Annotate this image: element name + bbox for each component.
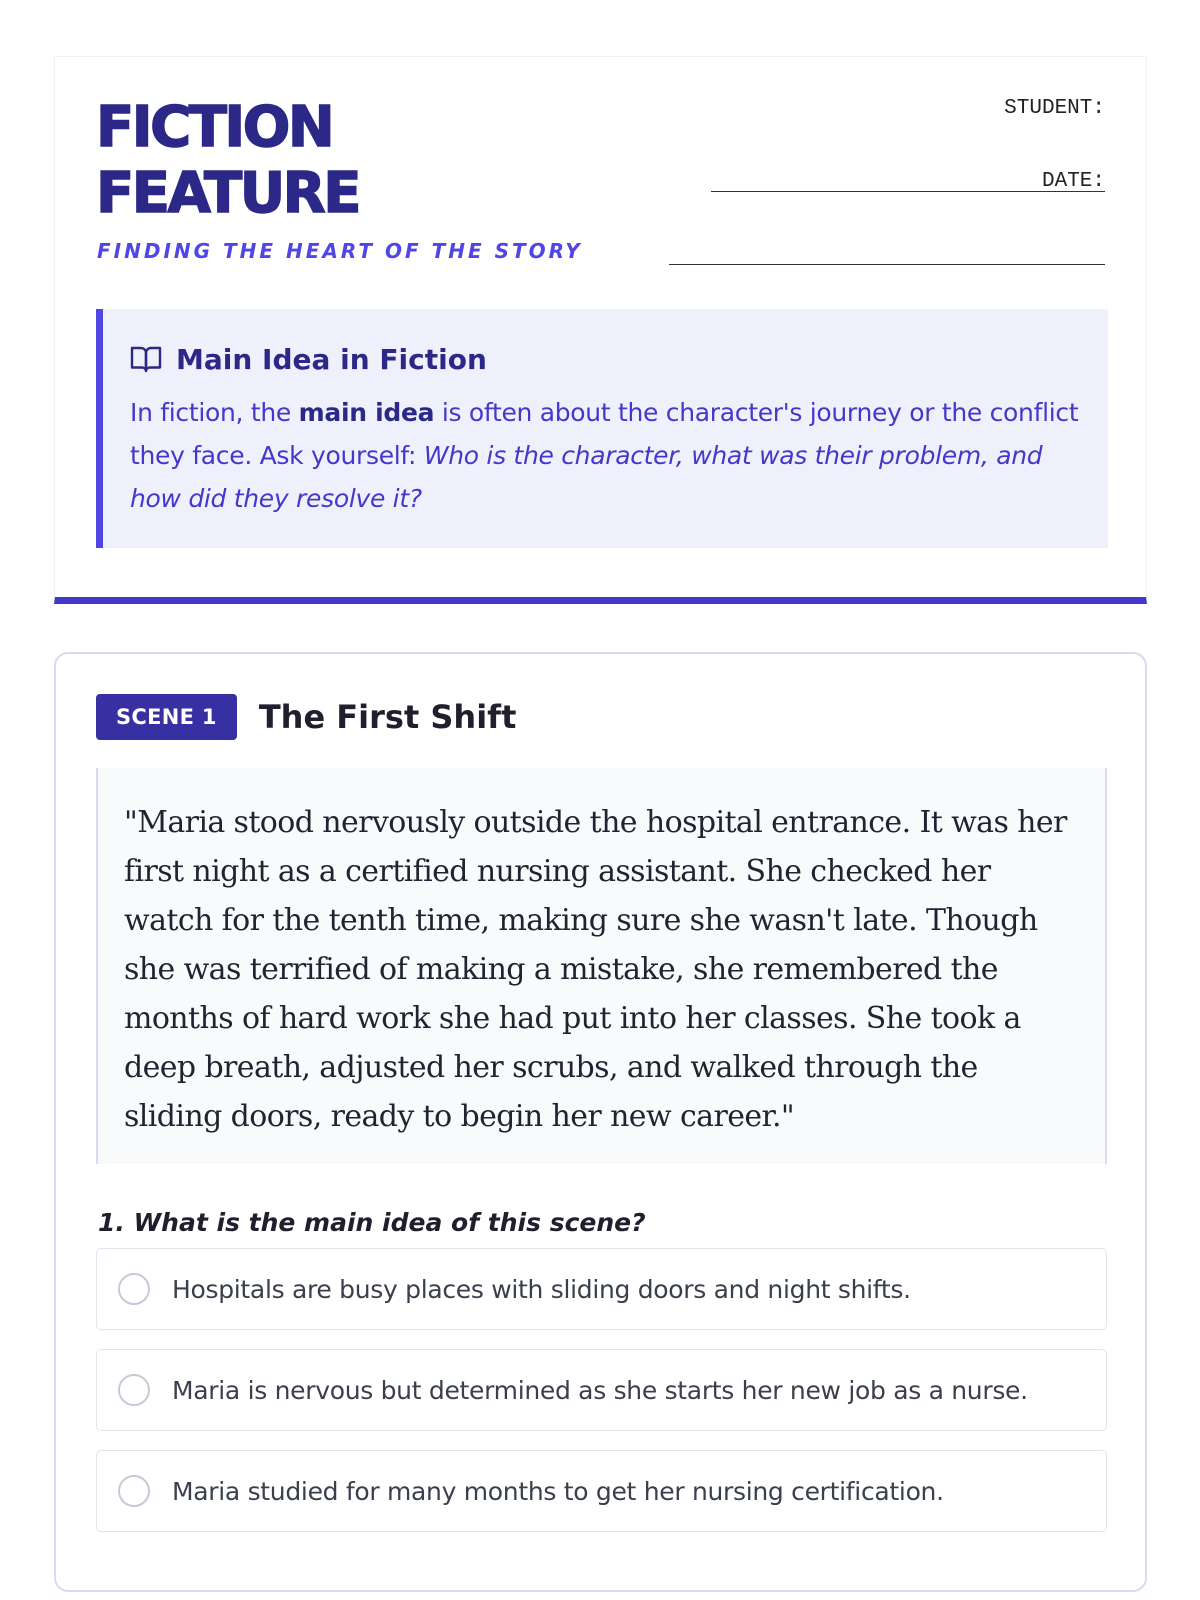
- callout-text-italic: Who is the character, what was their problem, and how did they resolve it?: [130, 441, 1043, 513]
- answer-option-label: Maria studied for many months to get her nursing certification.: [172, 1476, 944, 1506]
- callout-text-part2: is often about the character's journey or the conflict they face. Ask yourself:: [130, 398, 1079, 470]
- title-line-1: FICTION: [96, 95, 333, 160]
- radio-button[interactable]: [118, 1475, 150, 1507]
- scene-card: [54, 652, 1147, 1592]
- title-line-2: FEATURE: [96, 161, 360, 226]
- callout-header: [130, 337, 1080, 381]
- answer-option-label: Hospitals are busy places with sliding doors and night shifts.: [172, 1274, 911, 1304]
- radio-button[interactable]: [118, 1273, 150, 1305]
- callout-title: Main Idea in Fiction: [176, 342, 487, 376]
- page-title: [96, 95, 359, 227]
- callout-text-part1: In fiction, the: [130, 398, 299, 427]
- student-field[interactable]: [1004, 97, 1105, 127]
- callout-text-bold: main idea: [298, 398, 435, 427]
- scene-passage: "Maria stood nervously outside the hospital entrance. It was her first night as a certified nursing assistant. She checked her watch for the tenth time, making sure she wasn't late. Though she was terrified of making a mistake, she remembered the months of hard work she had put into her classes. She took a deep breath, adjusted her scrubs, and walked through the sliding doors, ready to begin her new career.": [96, 768, 1107, 1164]
- callout-text: [130, 391, 1080, 520]
- main-idea-callout: [96, 309, 1108, 548]
- date-write-line[interactable]: [669, 264, 1105, 265]
- question-prompt: 1. What is the main idea of this scene?: [98, 1208, 646, 1237]
- answer-option-2[interactable]: [96, 1349, 1107, 1431]
- answer-option-1[interactable]: [96, 1248, 1107, 1330]
- scene-header: [96, 694, 516, 740]
- answer-option-3[interactable]: [96, 1450, 1107, 1532]
- answer-option-label: Maria is nervous but determined as she starts her new job as a nurse.: [172, 1375, 1028, 1405]
- date-label: DATE:: [1041, 170, 1105, 193]
- scene-title: The First Shift: [258, 698, 517, 736]
- page-subtitle: FINDING THE HEART OF THE STORY: [97, 239, 583, 263]
- scene-badge: SCENE 1: [96, 694, 237, 740]
- radio-button[interactable]: [118, 1374, 150, 1406]
- student-label: STUDENT:: [1004, 97, 1105, 120]
- date-field[interactable]: [1042, 170, 1105, 200]
- open-book-icon: [130, 345, 162, 373]
- worksheet-header: [54, 56, 1147, 604]
